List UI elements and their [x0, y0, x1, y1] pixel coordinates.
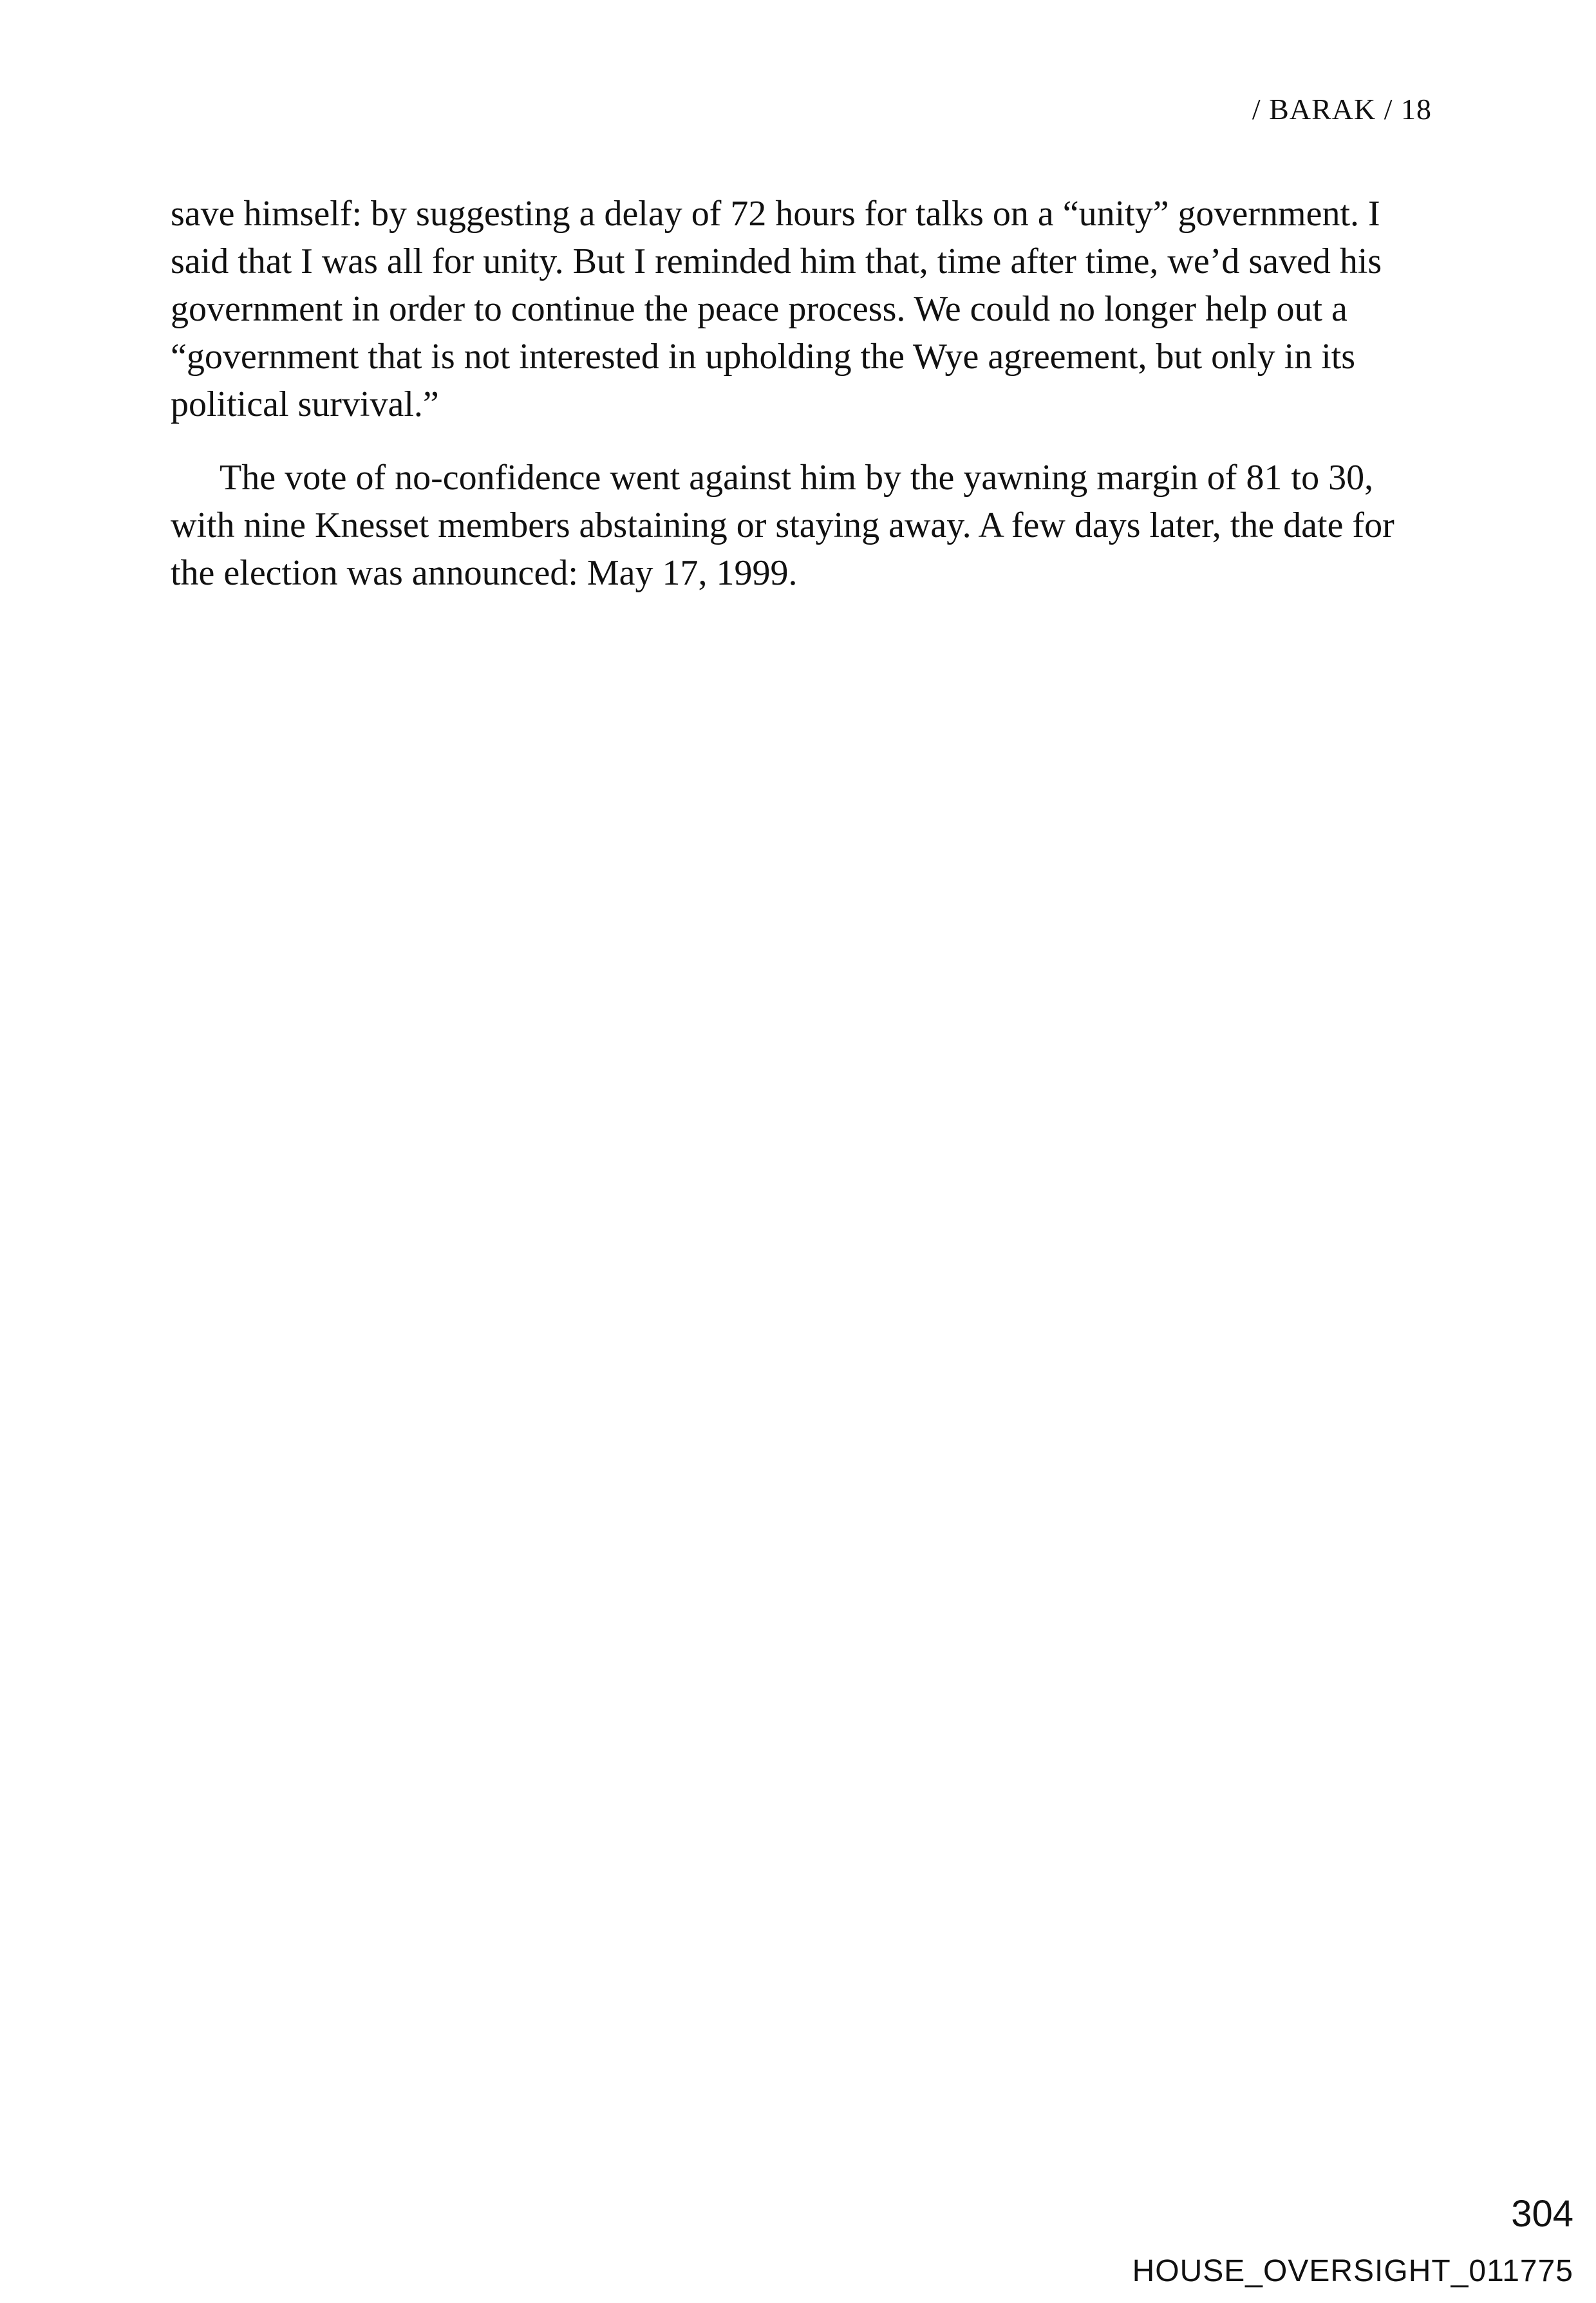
paragraph-continuation: save himself: by suggesting a delay of 72 hours for talks on a “unity” government. I said that I was all for unity. But I reminded him that, time after time, we’d saved his government in order to continue the peace process. We could no longer help out a “government that is not interested in upholding the Wye agreement, but only in its political survival.” — [171, 194, 1382, 424]
page-number: 304 — [1511, 2193, 1573, 2235]
paragraph-vote: The vote of no-confidence went against him by the yawning margin of 81 to 30, with nine Knesset members abstaining or staying away. A few days later, the date for the election was announced: May 17, 1999. — [171, 458, 1394, 593]
body-text — [171, 190, 1432, 623]
bates-number: HOUSE_OVERSIGHT_011775 — [1132, 2254, 1573, 2288]
running-header: / BARAK / 18 — [1252, 93, 1432, 126]
